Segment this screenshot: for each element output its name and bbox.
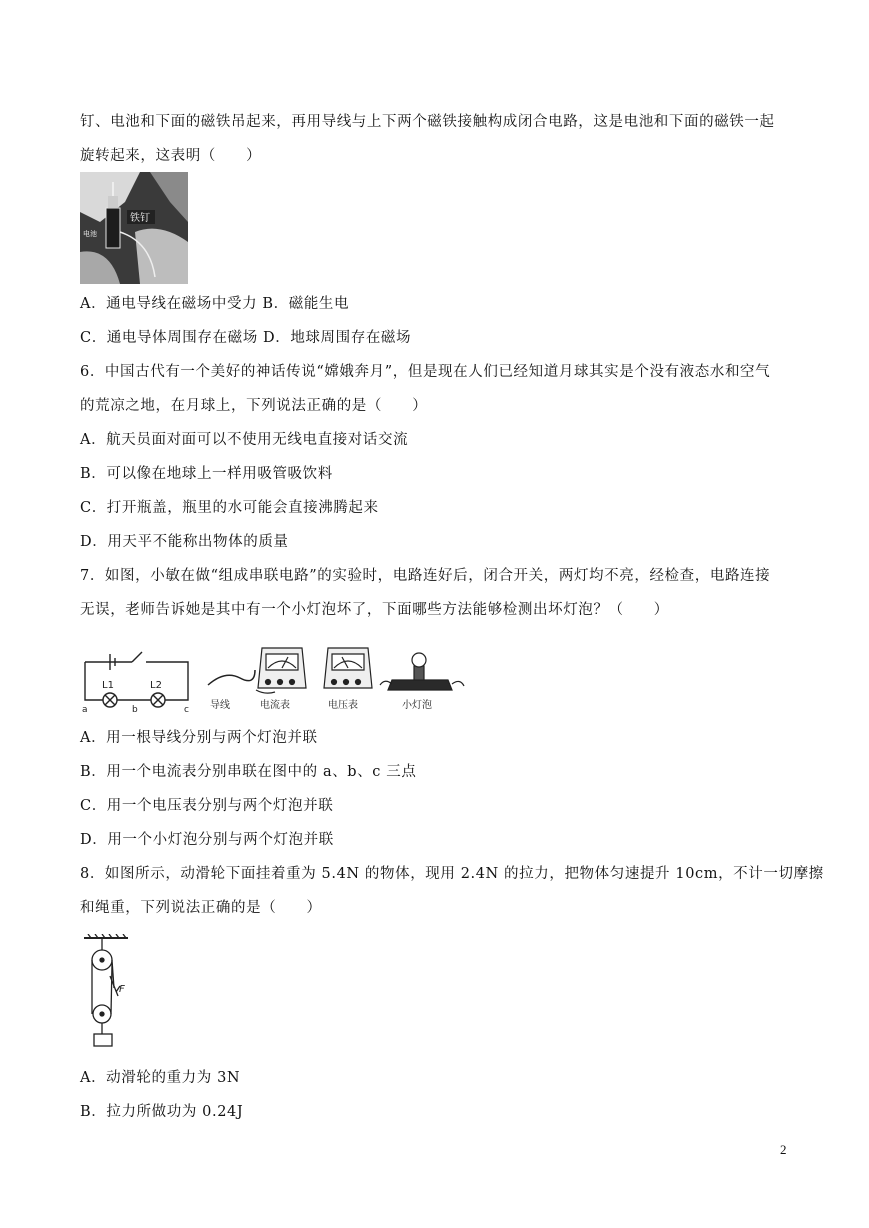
q6-option-d: D．用天平不能称出物体的质量 bbox=[80, 534, 289, 550]
ammeter-label: 电流表 bbox=[260, 700, 290, 711]
q7-option-b: B．用一个电流表分别串联在图中的 a、b、c 三点 bbox=[80, 764, 417, 780]
series-circuit-diagram bbox=[85, 652, 188, 707]
l2-label: L2 bbox=[150, 680, 162, 691]
voltmeter-drawing bbox=[324, 648, 372, 688]
q5-options-cd: C．通电导体周围存在磁场 D．地球周围存在磁场 bbox=[80, 330, 412, 346]
wire-label: 导线 bbox=[210, 700, 230, 711]
q6-option-b: B．可以像在地球上一样用吸管吸饮料 bbox=[80, 466, 333, 482]
page-number: 2 bbox=[780, 1142, 787, 1157]
q7-stem-line2: 无误，老师告诉她是其中有一个小灯泡坏了，下面哪些方法能够检测出坏灯泡？（ ） bbox=[80, 602, 669, 618]
q7-option-a: A．用一根导线分别与两个灯泡并联 bbox=[80, 730, 318, 746]
bulb-label: 小灯泡 bbox=[402, 700, 432, 711]
q8-option-b: B．拉力所做功为 0.24J bbox=[80, 1104, 244, 1120]
q5-options-ab: A．通电导线在磁场中受力 B．磁能生电 bbox=[80, 296, 350, 312]
point-a-label: a bbox=[82, 705, 88, 715]
ammeter-drawing bbox=[256, 648, 306, 693]
q5-magnet-photo bbox=[80, 172, 188, 288]
voltmeter-label: 电压表 bbox=[328, 700, 358, 711]
point-c-label: c bbox=[184, 705, 189, 715]
battery-label: 电池 bbox=[83, 230, 97, 238]
q5-stem-line2: 旋转起来，这表明（ ） bbox=[80, 148, 262, 164]
q6-option-c: C．打开瓶盖，瓶里的水可能会直接沸腾起来 bbox=[80, 500, 379, 516]
force-label: F bbox=[119, 984, 125, 995]
q8-pulley-figure bbox=[82, 934, 132, 1056]
q7-circuit-figure bbox=[80, 640, 465, 719]
q8-stem-line1: 8．如图所示，动滑轮下面挂着重为 5.4N 的物体，现用 2.4N 的拉力，把物体匀速提升 10cm，不计一切摩擦 bbox=[80, 866, 824, 882]
q6-stem-line1: 6．中国古代有一个美好的神话传说“嫦娥奔月”，但是现在人们已经知道月球其实是个没有液态水和空气 bbox=[80, 364, 771, 380]
q7-stem-line1: 7．如图，小敏在做“组成串联电路”的实验时，电路连好后，闭合开关，两灯均不亮，经检查，电路连接 bbox=[80, 568, 771, 584]
q7-option-d: D．用一个小灯泡分别与两个灯泡并联 bbox=[80, 832, 334, 848]
point-b-label: b bbox=[132, 705, 138, 715]
q8-stem-line2: 和绳重，下列说法正确的是（ ） bbox=[80, 900, 322, 916]
q6-option-a: A．航天员面对面可以不使用无线电直接对话交流 bbox=[80, 432, 409, 448]
bulb-drawing bbox=[380, 653, 464, 690]
wire-drawing bbox=[208, 670, 255, 685]
q7-option-c: C．用一个电压表分别与两个灯泡并联 bbox=[80, 798, 334, 814]
q5-stem-line1: 钉、电池和下面的磁铁吊起来，再用导线与上下两个磁铁接触构成闭合电路，这是电池和下面的磁铁一起 bbox=[80, 114, 775, 130]
q6-stem-line2: 的荒凉之地，在月球上，下列说法正确的是（ ） bbox=[80, 398, 428, 414]
l1-label: L1 bbox=[102, 680, 114, 691]
q8-option-a: A．动滑轮的重力为 3N bbox=[80, 1070, 241, 1086]
nail-label: 铁钉 bbox=[130, 213, 150, 224]
